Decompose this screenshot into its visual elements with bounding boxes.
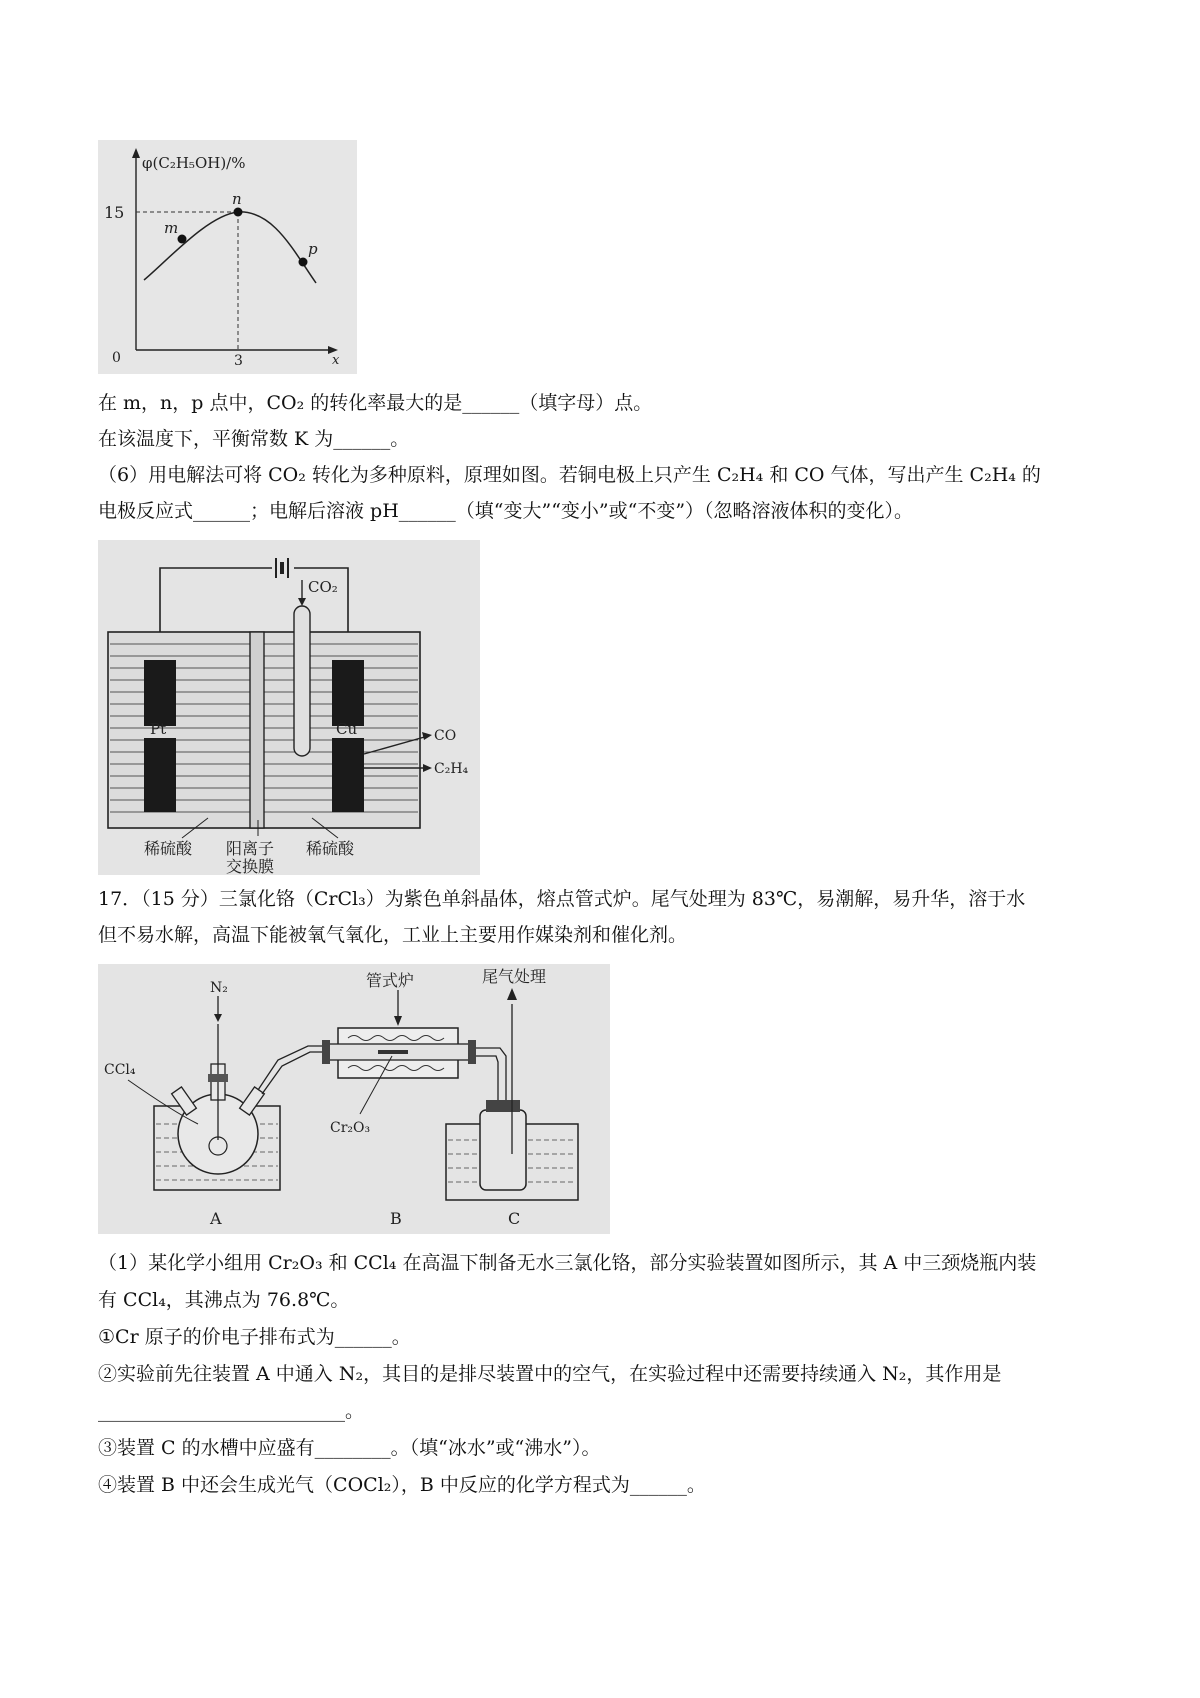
cr2o3-label: Cr₂O₃ bbox=[330, 1120, 371, 1136]
conversion-graph bbox=[98, 140, 357, 374]
furnace-right-cap bbox=[468, 1040, 476, 1064]
cu-electrode-lower bbox=[332, 738, 364, 812]
point-m bbox=[178, 235, 187, 244]
y-axis-label: φ(C₂H₅OH)/% bbox=[142, 154, 246, 172]
graph-svg bbox=[98, 140, 357, 374]
question-17-1-item-4: ④装置 B 中还会生成光气（COCl₂），B 中反应的化学方程式为______。 bbox=[98, 1474, 706, 1496]
label-b: B bbox=[390, 1209, 402, 1228]
question-6-line-b: 电极反应式______；电解后溶液 pH______（填“变大”“变小”或“不变”）（忽略溶液体积的变化）。 bbox=[98, 500, 914, 522]
x-tick-3: 3 bbox=[234, 353, 243, 369]
pt-electrode-upper bbox=[144, 660, 176, 726]
cation-exchange-membrane bbox=[250, 632, 264, 828]
y-tick-15: 15 bbox=[104, 203, 125, 222]
ccl4-label: CCl₄ bbox=[104, 1062, 136, 1078]
bottle-stopper bbox=[486, 1100, 520, 1112]
co2-label: CO₂ bbox=[308, 578, 338, 596]
point-p bbox=[299, 258, 308, 267]
cu-electrode-upper bbox=[332, 660, 364, 726]
label-c: C bbox=[508, 1209, 521, 1228]
question-17-1-item-3: ③装置 C 的水槽中应盛有________。（填“冰水”或“沸水”）。 bbox=[98, 1437, 601, 1459]
membrane-label-2: 交换膜 bbox=[226, 857, 275, 875]
question-6-line-a: （6）用电解法可将 CO₂ 转化为多种原料，原理如图。若铜电极上只产生 C₂H₄ 和 CO 气体，写出产生 C₂H₄ 的 bbox=[98, 464, 1041, 486]
cr2o3-boat bbox=[378, 1050, 408, 1054]
label-p: p bbox=[308, 240, 318, 258]
pt-electrode-lower bbox=[144, 738, 176, 812]
apparatus-diagram bbox=[98, 964, 610, 1234]
right-solution-label: 稀硫酸 bbox=[306, 839, 355, 858]
left-solution-label: 稀硫酸 bbox=[144, 839, 193, 858]
co-label: CO bbox=[434, 728, 457, 744]
label-a: A bbox=[210, 1209, 222, 1228]
label-m: m bbox=[164, 219, 179, 237]
co2-inlet-tube bbox=[294, 606, 310, 756]
cu-label: Cu bbox=[336, 720, 358, 738]
question-17-line-b: 但不易水解，高温下能被氧气氧化，工业上主要用作媒染剂和催化剂。 bbox=[98, 924, 688, 946]
electrolysis-svg bbox=[98, 540, 480, 875]
question-5-line-b: 在该温度下，平衡常数 K 为______。 bbox=[98, 428, 410, 450]
origin-label: 0 bbox=[112, 350, 121, 366]
question-17-1-line-a: （1）某化学小组用 Cr₂O₃ 和 CCl₄ 在高温下制备无水三氯化铬，部分实验装置如图所示，其 A 中三颈烧瓶内装 bbox=[98, 1252, 1037, 1274]
exhaust-label: 尾气处理 bbox=[482, 967, 547, 986]
membrane-label-1: 阳离子 bbox=[226, 839, 275, 858]
question-17-1-line-b: 有 CCl₄，其沸点为 76.8℃。 bbox=[98, 1289, 350, 1311]
electrolysis-diagram bbox=[98, 540, 480, 875]
question-17-1-item-2: ②实验前先往装置 A 中通入 N₂，其目的是排尽装置中的空气，在实验过程中还需要持续通入 N₂，其作用是 bbox=[98, 1363, 1002, 1385]
apparatus-svg bbox=[98, 964, 610, 1234]
furnace-left-cap bbox=[322, 1040, 330, 1064]
question-17-line-a: 17．（15 分）三氯化铬（CrCl₃）为紫色单斜晶体，熔点管式炉。尾气处理为 83℃，易潮解，易升华，溶于水 bbox=[98, 888, 1026, 910]
point-n bbox=[234, 208, 243, 217]
stopper-center bbox=[208, 1074, 228, 1082]
question-17-1-item-2-blank: __________________________。 bbox=[98, 1400, 365, 1422]
c2h4-label: C₂H₄ bbox=[434, 761, 469, 777]
pt-label: Pt bbox=[150, 720, 167, 738]
question-17-1-item-1: ①Cr 原子的价电子排布式为______。 bbox=[98, 1326, 411, 1348]
x-axis-label: x bbox=[332, 353, 340, 368]
label-n: n bbox=[232, 190, 242, 208]
furnace-label: 管式炉 bbox=[366, 971, 415, 990]
n2-label: N₂ bbox=[210, 980, 228, 996]
question-5-line-a: 在 m，n，p 点中，CO₂ 的转化率最大的是______（填字母）点。 bbox=[98, 392, 653, 414]
collection-bottle bbox=[480, 1110, 526, 1190]
